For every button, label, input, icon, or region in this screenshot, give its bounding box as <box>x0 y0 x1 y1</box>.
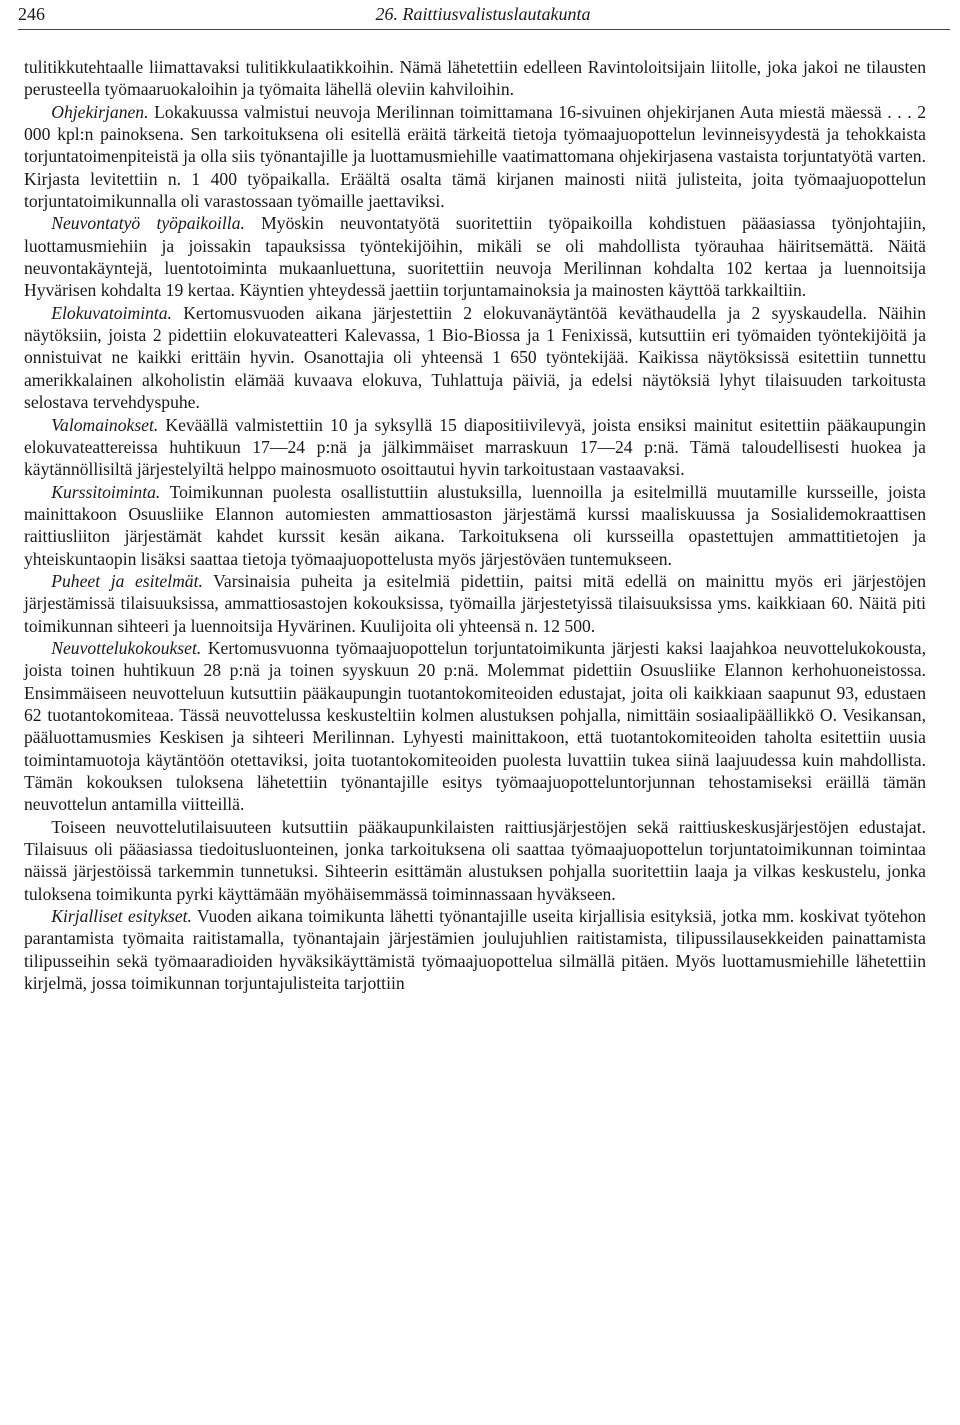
paragraph-text: Lokakuussa valmistui neuvoja Merilinnan toimittamana 16-sivuinen ohjekirjanen Auta miestä mäessä . . . 2 000 kpl:n painoksena. Sen tarkoituksena oli esitellä eräitä tärkeitä tietoja työmaajuopottelun levinneisyydestä ja tehokkaista torjuntatoimenpiteistä ja olla siis työnantajille ja luottamusmiehille vaatimattomana ohjekirjasena vastaista torjuntatyötä varten. Kirjasta levitettiin n. 1 400 työpaikalla. Eräältä osalta tämä kirjanen mainosti niitä julisteita, joita työmaajuopottelun torjuntatoimikunnalla oli varastossaan työmaille jaettaviksi. <box>24 101 926 212</box>
paragraph-kurssitoiminta <box>24 481 926 570</box>
paragraph-neuvontatyo <box>24 212 926 301</box>
header-rule <box>18 29 950 30</box>
paragraph-text: Vuoden aikana toimikunta lähetti työnantajille useita kirjallisia esityksiä, jotka mm. koskivat työtehon parantamista työmaita raitistamalla, työnantajain järjestämien joulujuhlien raitistamista, tilipussilausekkeiden painattamista tilipusseihin sekä työmaaradioiden hyväksikäyttämistä työmaajuopottelua silmällä pitäen. Myös luottamusmiehille lähetettiin kirjelmä, jossa toimikunnan torjuntajulisteita tarjottiin <box>24 906 926 994</box>
paragraph-kirjalliset-esitykset <box>24 905 926 994</box>
section-heading: Valomainokset. <box>51 414 159 435</box>
section-heading: Kurssitoiminta. <box>51 481 161 502</box>
paragraph-continuation <box>24 56 926 101</box>
paragraph-ohjekirjanen <box>24 101 926 213</box>
paragraph-valomainokset <box>24 414 926 481</box>
body-text <box>24 56 926 994</box>
paragraph-puheet <box>24 570 926 637</box>
paragraph-elokuvatoiminta <box>24 302 926 414</box>
paragraph-text: Varsinaisia puheita ja esitelmiä pidettiin, paitsi mitä edellä on mainittu myös eri järjestöjen järjestämissä tilaisuuksissa, ammattiosastojen kokouksissa, työmailla järjestetyissä tilaisuuksissa yms. kaikkiaan 60. Näitä piti toimikunnan sihteeri ja luennoitsija Hyvärinen. Kuulijoita oli yhteensä n. 12 500. <box>24 570 926 636</box>
section-heading: Elokuvatoiminta. <box>51 302 172 323</box>
section-heading: Puheet ja esitelmät. <box>51 570 203 591</box>
paragraph-toinen-neuvottelu <box>24 816 926 905</box>
paragraph-neuvottelukokoukset <box>24 637 926 816</box>
paragraph-text: Myöskin neuvontatyötä suoritettiin työpaikoilla kohdistuen pääasiassa työnjohtajiin, luottamusmiehiin ja joissakin tapauksissa työntekijöihin, mikäli se oli mahdollista työrauhaa häiritsemättä. Näitä neuvontakäyntejä, luentotoiminta mukaanluettuna, suoritettiin neuvoja Merilinnan kohdalta 102 kertaa ja luennoitsija Hyvärisen kohdalta 19 kertaa. Käyntien yhteydessä jaettiin torjuntamainoksia ja mainosten käyttöä tarkkailtiin. <box>24 213 927 301</box>
chapter-title: 26. Raittiusvalistuslautakunta <box>375 4 591 24</box>
page-number: 246 <box>18 4 45 24</box>
paragraph-text: Keväällä valmistettiin 10 ja syksyllä 15 diapositiivilevyä, joista ensiksi mainitut esitettiin pääkaupungin elokuvateattereissa huhtikuun 17—24 p:nä ja jälkimmäiset marraskuun 17—24 p:nä. Tämä taloudellisesti huokea ja käytännöllisiltä järjestelyiltä helppo mainosmuoto osoittautui hyvin tarkoitustaan vastaavaksi. <box>24 414 926 480</box>
paragraph-text: Toimikunnan puolesta osallistuttiin alustuksilla, luennoilla ja esitelmillä muutamille kursseille, joista mainittakoon Osuusliike Elannon automiesten ammattiosaston järjestämä kurssi maaliskuussa ja Sosialidemokraattisen raittiusliiton järjestämät kahdet kurssit kesän aikana. Tarkoituksena oli kursseilla opastettujen ammattitietojen ja yhteiskuntaopin lisäksi saattaa tietoja työmaajuopottelusta myös järjestöväen tuntemukseen. <box>24 481 926 569</box>
paragraph-text: Kertomusvuoden aikana järjestettiin 2 elokuvanäytäntöä keväthaudella ja 2 syyskaudella. Näihin näytöksiin, joista 2 pidettiin elokuvateatteri Kalevassa, 1 Bio-Biossa ja 1 Fenixissä, kutsuttiin eri työmaiden työntekijöitä ja onnistuivat ne kaikki erittäin hyvin. Osanottajia oli yhteensä 1 650 työntekijää. Kaikissa näytöksissä esitettiin tunnettu amerikkalainen alkoholistin elämää kuvaava elokuva, Tuhlattuja päiviä, ja edelsi näytöksiä lyhyt tilaisuuden tarkoitusta selostava tervehdyspuhe. <box>24 302 926 413</box>
section-heading: Ohjekirjanen. <box>51 101 149 122</box>
paragraph-text: Toiseen neuvottelutilaisuuteen kutsuttiin pääkaupunkilaisten raittiusjärjestöjen sekä raittiuskeskusjärjestöjen edustajat. Tilaisuus oli pääasiassa tiedoitusluonteinen, jonka tarkoituksena oli saattaa työmaajuopottelun torjuntatoimikunnan toimintaa näissä järjestöissä tarkemmin tunnetuksi. Sihteerin esittämän alustuksen pohjalla suoritettiin laaja ja vilkas keskustelu, jonka tuloksena toimikunta pyrki käyttämään myöhäisemmässä toiminnassaan hyväkseen. <box>24 816 926 904</box>
paragraph-text: Kertomusvuonna työmaajuopottelun torjuntatoimikunta järjesti kaksi laajahkoa neuvottelukokousta, joista toinen huhtikuun 28 p:nä ja toinen syyskuun 20 p:nä. Molemmat pidettiin Osuusliike Elannon kerhohuoneistossa. Ensimmäiseen neuvotteluun kutsuttiin pääkaupungin tuotantokomiteoiden edustajat, joita oli kaikkiaan saapunut 93, edustaen 62 tuotantokomiteaa. Tässä neuvottelussa keskusteltiin kolmen alustuksen pohjalla, nimittäin sosiaalipäällikkö O. Vesikansan, pääluottamusmies Keskisen ja sihteeri Merilinnan. Lyhyesti mainittakoon, että tuotantokomiteoiden taholta esitettiin uusia toimintamuotoja käytäntöön otettaviksi, joita tuotantokomiteoiden puolesta luvattiin tukea siinä laajuudessa kuin mahdollista. Tämän kokouksen tuloksena lähetettiin työnantajille esitys työmaajuopotteluntorjunnan tehostamiseksi eräillä tämän neuvottelun antamilla viitteillä. <box>24 637 926 815</box>
running-head <box>18 2 948 26</box>
section-heading: Kirjalliset esitykset. <box>51 906 192 927</box>
section-heading: Neuvontatyö työpaikoilla. <box>51 213 245 234</box>
section-heading: Neuvottelukokoukset. <box>51 637 202 658</box>
paragraph-text: tulitikkutehtaalle liimattavaksi tulitikkulaatikkoihin. Nämä lähetettiin edelleen Ravintoloitsijain liitolle, joka jakoi ne tilausten perusteella työmaaruokaloihin ja työmaita lähellä oleviin kahviloihin. <box>24 57 926 100</box>
